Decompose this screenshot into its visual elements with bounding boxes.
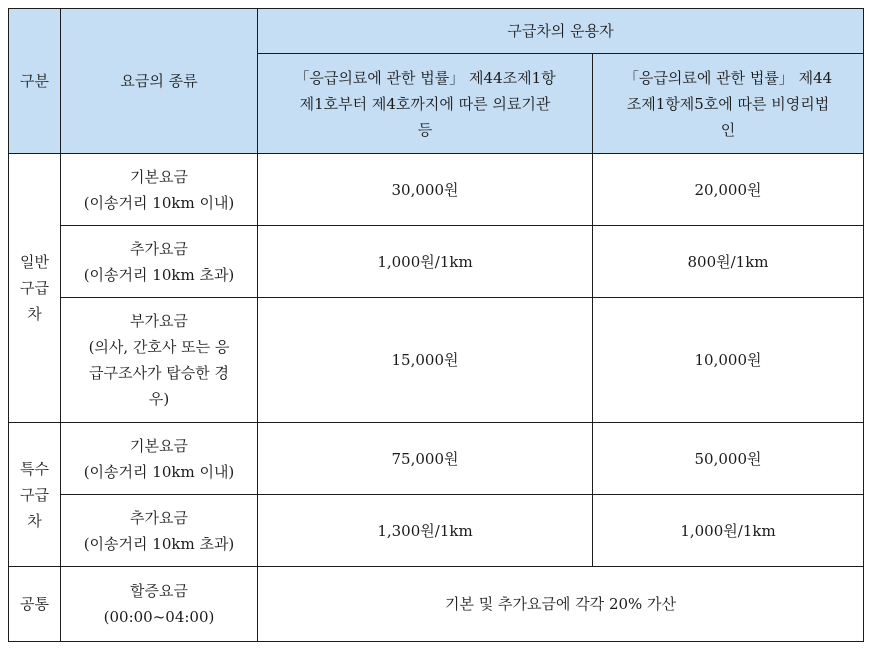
fee-type-cell: 추가요금 (이송거리 10km 초과) xyxy=(61,226,258,298)
table-row xyxy=(9,154,864,226)
nonprofit-fee-cell: 1,000원/1km xyxy=(593,495,864,567)
fee-type-cell: 부가요금 (의사, 간호사 또는 응 급구조사가 탑승한 경 우) xyxy=(61,298,258,423)
table-row xyxy=(9,567,864,642)
table-row xyxy=(9,423,864,495)
medical-fee-cell: 30,000원 xyxy=(258,154,593,226)
header-row-1 xyxy=(9,9,864,54)
special-ambulance-label: 특수 구급 차 xyxy=(9,423,61,567)
medical-fee-cell: 15,000원 xyxy=(258,298,593,423)
ambulance-fee-table xyxy=(8,8,864,642)
common-label: 공통 xyxy=(9,567,61,642)
medical-fee-cell: 1,300원/1km xyxy=(258,495,593,567)
table-row xyxy=(9,298,864,423)
header-fee-type: 요금의 종류 xyxy=(61,9,258,154)
surcharge-value-cell: 기본 및 추가요금에 각각 20% 가산 xyxy=(258,567,864,642)
table-row xyxy=(9,226,864,298)
nonprofit-fee-cell: 10,000원 xyxy=(593,298,864,423)
medical-fee-cell: 1,000원/1km xyxy=(258,226,593,298)
nonprofit-fee-cell: 800원/1km xyxy=(593,226,864,298)
table-row xyxy=(9,495,864,567)
header-category: 구분 xyxy=(9,9,61,154)
fee-type-cell: 추가요금 (이송거리 10km 초과) xyxy=(61,495,258,567)
fee-type-cell: 기본요금 (이송거리 10km 이내) xyxy=(61,154,258,226)
nonprofit-fee-cell: 20,000원 xyxy=(593,154,864,226)
header-nonprofit-corporation: 「응급의료에 관한 법률」 제44 조제1항제5호에 따른 비영리법 인 xyxy=(593,54,864,154)
fee-type-cell: 기본요금 (이송거리 10km 이내) xyxy=(61,423,258,495)
header-medical-institution: 「응급의료에 관한 법률」 제44조제1항 제1호부터 제4호까지에 따른 의료기관 등 xyxy=(258,54,593,154)
header-operator: 구급차의 운용자 xyxy=(258,9,864,54)
nonprofit-fee-cell: 50,000원 xyxy=(593,423,864,495)
medical-fee-cell: 75,000원 xyxy=(258,423,593,495)
fee-type-cell: 할증요금 (00:00~04:00) xyxy=(61,567,258,642)
general-ambulance-label: 일반 구급 차 xyxy=(9,154,61,423)
